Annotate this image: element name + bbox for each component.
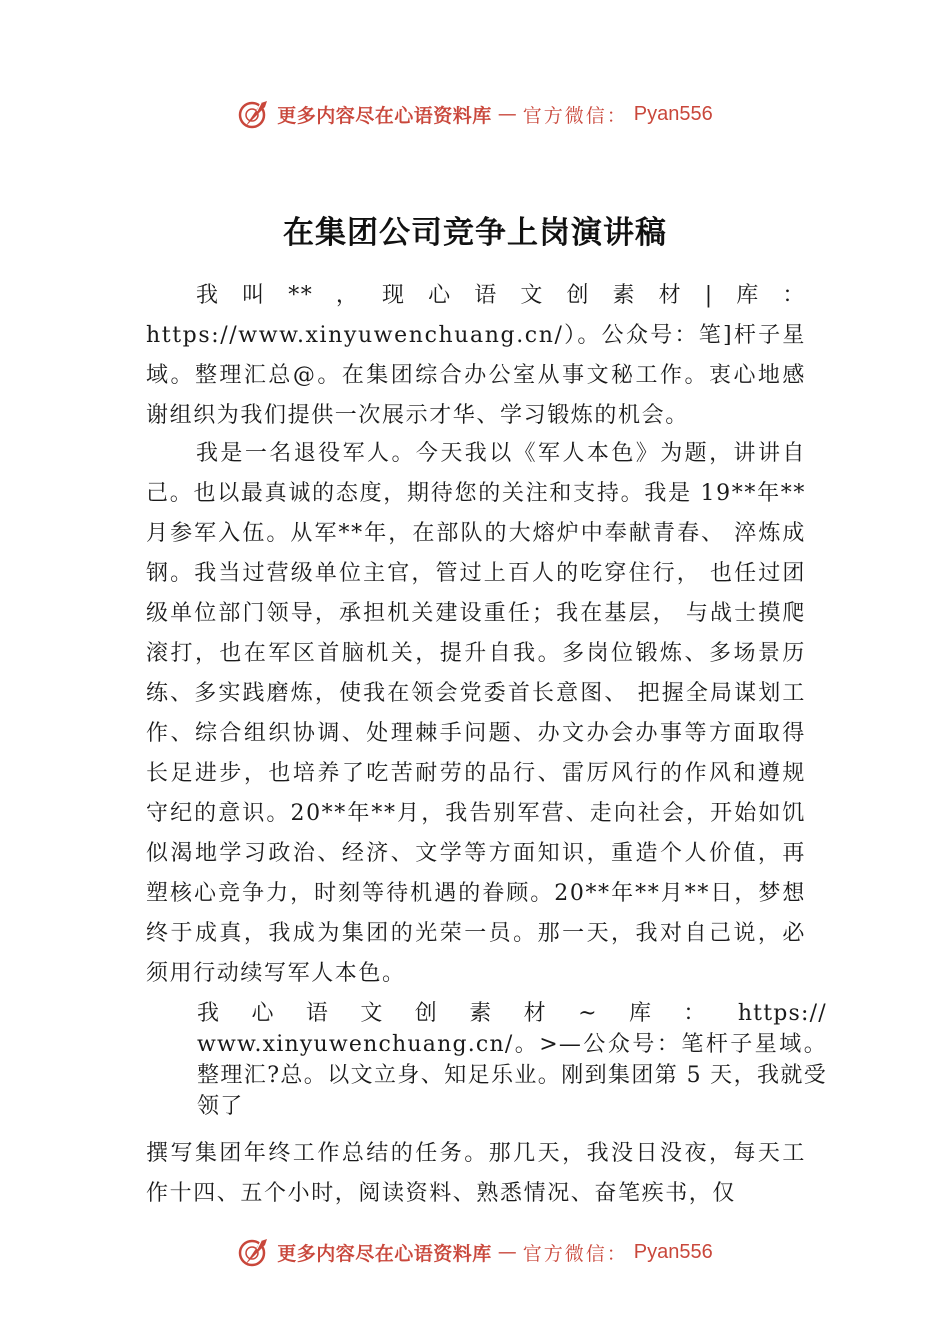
footer-dash: — (497, 1241, 517, 1263)
footer-watermark-banner (0, 1232, 950, 1272)
paragraph-military-background: 我是一名退役军人。今天我以《军人本色》为题，讲讲自己。也以最真诚的态度，期待您的关注和支持。我是 19**年**月参军入伍。从军**年，在部队的大熔炉中奉献青春、 淬炼成钢。我当过营级单位主官，管过上百人的吃穿住行， 也任过团级单位部门领导，承担机关建设重任；我在基层， 与战士摸爬滚打，也在军区首脑机关，提升自我。多岗位锻炼、多场景历练、多实践磨炼，使我在领会党委首长意图、 把握全局谋划工作、综合组织协调、处理棘手问题、办文办会办事等方面取得长足进步，也培养了吃苦耐劳的品行、雷厉风行的作风和遵规守纪的意识。20**年**月，我告别军营、走向社会，开始如饥似渴地学习政治、经济、文学等方面知识，重造个人价值，再塑核心竞争力，时刻等待机遇的眷顾。20**年**月**日，梦想终于成真，我成为集团的光荣一员。那一天，我对自己说，必须用行动续写军人本色。 (146, 441, 806, 986)
spread-char: 我 (197, 1001, 221, 1026)
footer-wechat-label: 官方微信： (522, 1242, 628, 1265)
header-wechat-label: 官方微信： (522, 104, 628, 127)
quill-pen-logo-icon (237, 1235, 271, 1269)
paragraph-intro: 我叫**，现心语文创素材|库：https://www.xinyuwenchuang.cn/）。公众号：笔]杆子星域。整理汇总@。在集团综合办公室从事文秘工作。衷心地感谢组织为我们提供一次展示才华、学习锻炼的机会。 (146, 283, 806, 428)
spread-char: ： (683, 1001, 707, 1026)
document-title: 在集团公司竞争上岗演讲稿 (283, 214, 667, 251)
spread-char: https:// (737, 1001, 827, 1026)
spread-char: 文 (360, 1001, 384, 1026)
spread-char: 心 (251, 1001, 275, 1026)
spread-line (197, 998, 827, 1029)
quote-rest-text: www.xinyuwenchuang.cn/。>—公众号：笔杆子星域。整理汇?总。以文立身、知足乐业。刚到集团第 5 天，我就受领了 (197, 1032, 827, 1119)
spread-char: 素 (469, 1001, 493, 1026)
spread-char: ~ (578, 1001, 598, 1026)
spread-char: 创 (414, 1001, 438, 1026)
quill-pen-logo-icon (237, 97, 271, 131)
spread-char: 材 (523, 1001, 547, 1026)
footer-brand-text: 更多内容尽在心语资料库 (277, 1242, 492, 1265)
indented-watermark-block (197, 998, 827, 1122)
header-wechat-account: Pyan556 (633, 102, 713, 125)
footer-wechat-account: Pyan556 (633, 1240, 713, 1263)
spread-char: 库 (628, 1001, 653, 1026)
header-brand-text: 更多内容尽在心语资料库 (277, 104, 492, 127)
header-watermark-banner (0, 94, 950, 134)
header-dash: — (497, 103, 517, 125)
spread-char: 语 (305, 1001, 330, 1026)
paragraph-annual-summary: 撰写集团年终工作总结的任务。那几天，我没日没夜，每天工作十四、五个小时，阅读资料、熟悉情况、奋笔疾书，仅 (146, 1141, 806, 1206)
